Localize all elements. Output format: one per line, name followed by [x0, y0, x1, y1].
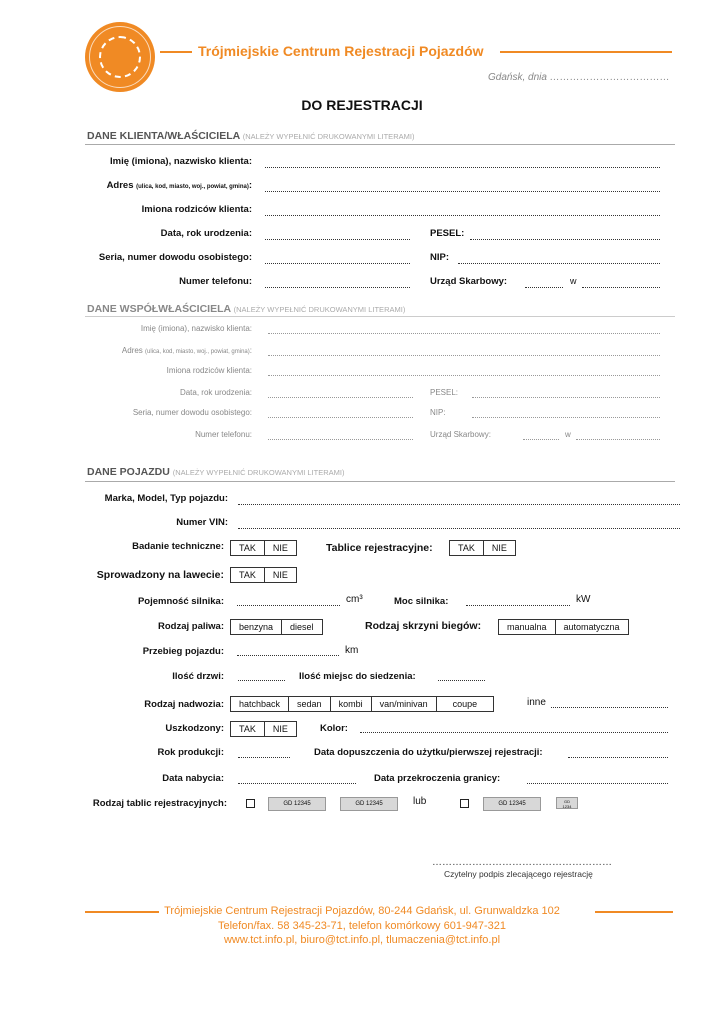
- signature-line[interactable]: ………………………………………………: [432, 857, 612, 868]
- owner-phone-label: Numer telefonu:: [179, 276, 252, 287]
- coowner-section-rule: [85, 316, 675, 317]
- coowner-id-label: Seria, numer dowodu osobistego:: [132, 408, 252, 417]
- damaged-options[interactable]: [230, 721, 297, 737]
- footer-phone: Telefon/fax. 58 345-23-71, telefon komórkowy 601-947-321: [217, 920, 506, 932]
- gearbox-label: Rodzaj skrzyni biegów:: [365, 620, 482, 632]
- coowner-nip-label: NIP:: [430, 408, 446, 417]
- owner-id-label: Seria, numer dowodu osobistego:: [98, 252, 252, 263]
- footer-web: www.tct.info.pl, biuro@tct.info.pl, tlumaczenia@tct.info.pl: [223, 934, 501, 946]
- body-other-field[interactable]: [551, 707, 668, 708]
- coowner-birth-field[interactable]: [268, 397, 413, 398]
- owner-id-field[interactable]: [265, 263, 410, 264]
- coowner-name-field[interactable]: [268, 333, 660, 334]
- border-field[interactable]: [527, 783, 668, 784]
- owner-address-label: Adres (ulica, kod, miasto, woj., powiat, gmina):: [106, 180, 252, 191]
- signature-label: Czytelny podpis zlecającego rejestrację: [444, 869, 593, 879]
- plate-type-standard-checkbox[interactable]: [246, 799, 255, 808]
- owner-name-field[interactable]: [265, 167, 660, 168]
- imported-options[interactable]: [230, 567, 297, 583]
- owner-parents-field[interactable]: [265, 215, 660, 216]
- coowner-section-title: DANE WSPÓŁWŁAŚCICIELA (NALEŻY WYPEŁNIĆ DRUKOWANYMI LITERAMI): [87, 303, 406, 315]
- body-van[interactable]: van/minivan: [371, 697, 436, 711]
- vehicle-section-rule: [85, 481, 675, 482]
- owner-tax-w: w: [570, 276, 577, 286]
- plate-standard-sample-1: GD 12345: [268, 797, 326, 811]
- gearbox-options[interactable]: [498, 619, 629, 635]
- plate-type-label: Rodzaj tablic rejestracyjnych:: [92, 798, 227, 809]
- damaged-no[interactable]: NIE: [264, 722, 296, 736]
- footer-address: Trójmiejskie Centrum Rejestracji Pojazdów, 80-244 Gdańsk, ul. Grunwaldzka 102: [164, 905, 560, 917]
- plates-options[interactable]: [449, 540, 516, 556]
- owner-nip-label: NIP:: [430, 252, 449, 263]
- imported-no[interactable]: NIE: [264, 568, 296, 582]
- coowner-address-label: Adres (ulica, kod, miasto, woj., powiat, gmina):: [121, 346, 252, 355]
- owner-tax-city-field[interactable]: [582, 287, 660, 288]
- body-other-label: inne: [527, 697, 546, 708]
- vin-label: Numer VIN:: [176, 517, 228, 528]
- seats-label: Ilość miejsc do siedzenia:: [299, 671, 416, 682]
- plates-label: Tablice rejestracyjne:: [326, 542, 433, 554]
- owner-birth-field[interactable]: [265, 239, 410, 240]
- coowner-phone-field[interactable]: [268, 439, 413, 440]
- body-hatchback[interactable]: hatchback: [239, 699, 281, 709]
- vehicle-make-field[interactable]: [238, 504, 680, 505]
- mileage-field[interactable]: [237, 655, 339, 656]
- coowner-pesel-label: PESEL:: [430, 388, 459, 397]
- coowner-tax-office-label: Urząd Skarbowy:: [430, 430, 491, 439]
- engine-label: Pojemność silnika:: [137, 596, 224, 607]
- power-unit: kW: [576, 594, 591, 605]
- document-title: DO REJESTRACJI: [301, 97, 423, 113]
- plate-small-sample: GD 1234: [556, 797, 578, 809]
- fuel-diesel[interactable]: diesel: [281, 620, 322, 634]
- fuel-options[interactable]: [230, 619, 323, 635]
- company-logo: [85, 22, 155, 92]
- coowner-parents-field[interactable]: [268, 375, 660, 376]
- body-coupe[interactable]: coupe: [436, 697, 494, 711]
- coowner-tax-w: w: [565, 430, 571, 439]
- color-label: Kolor:: [320, 723, 348, 734]
- engine-field[interactable]: [237, 605, 340, 606]
- fuel-petrol[interactable]: benzyna: [239, 622, 274, 632]
- plates-yes[interactable]: TAK: [458, 543, 475, 553]
- power-label: Moc silnika:: [394, 596, 449, 607]
- year-label: Rok produkcji:: [157, 747, 224, 758]
- inspection-yes[interactable]: TAK: [239, 543, 256, 553]
- purchase-label: Data nabycia:: [162, 773, 224, 784]
- purchase-field[interactable]: [238, 783, 356, 784]
- coowner-name-label: Imię (imiona), nazwisko klienta:: [140, 324, 252, 333]
- plate-standard-sample-2: GD 12345: [340, 797, 398, 811]
- inspection-options[interactable]: [230, 540, 297, 556]
- inspection-label: Badanie techniczne:: [132, 541, 224, 552]
- header-rule-left: [160, 51, 192, 53]
- coowner-id-field[interactable]: [268, 417, 413, 418]
- body-options[interactable]: [230, 696, 494, 712]
- year-field[interactable]: [238, 757, 290, 758]
- coowner-tax-office-field[interactable]: [523, 439, 559, 440]
- header-rule-right: [500, 51, 672, 53]
- vehicle-section-title: DANE POJAZDU (NALEŻY WYPEŁNIĆ DRUKOWANYMI LITERAMI): [87, 466, 345, 478]
- body-kombi[interactable]: kombi: [330, 697, 371, 711]
- owner-tax-office-field[interactable]: [525, 287, 563, 288]
- engine-unit: cm³: [346, 594, 363, 605]
- first-reg-field[interactable]: [568, 757, 668, 758]
- coowner-birth-label: Data, rok urodzenia:: [179, 388, 252, 397]
- owner-nip-field[interactable]: [458, 263, 660, 264]
- imported-label: Sprowadzony na lawecie:: [96, 569, 224, 581]
- company-name: Trójmiejskie Centrum Rejestracji Pojazdów: [198, 43, 484, 59]
- coowner-parents-label: Imiona rodziców klienta:: [166, 366, 252, 375]
- owner-birth-label: Data, rok urodzenia:: [160, 228, 252, 239]
- imported-yes[interactable]: TAK: [239, 570, 256, 580]
- owner-section-title: DANE KLIENTA/WŁAŚCICIELA (NALEŻY WYPEŁNIĆ DRUKOWANYMI LITERAMI): [87, 130, 415, 142]
- fuel-label: Rodzaj paliwa:: [158, 621, 224, 632]
- plate-or-label: lub: [413, 796, 427, 807]
- owner-section-rule: [85, 144, 675, 145]
- vin-field[interactable]: [238, 528, 680, 529]
- seats-field[interactable]: [438, 680, 485, 681]
- coowner-pesel-field[interactable]: [472, 397, 660, 398]
- power-field[interactable]: [466, 605, 570, 606]
- plates-no[interactable]: NIE: [483, 541, 515, 555]
- body-sedan[interactable]: sedan: [288, 697, 330, 711]
- owner-tax-office-label: Urząd Skarbowy:: [430, 276, 508, 287]
- plate-alt-sample: GD 12345: [483, 797, 541, 811]
- owner-phone-field[interactable]: [265, 287, 410, 288]
- plate-type-alt-checkbox[interactable]: [460, 799, 469, 808]
- mileage-label: Przebieg pojazdu:: [142, 646, 224, 657]
- owner-pesel-label: PESEL:: [430, 228, 465, 239]
- mileage-unit: km: [345, 645, 359, 656]
- inspection-no[interactable]: NIE: [264, 541, 296, 555]
- border-label: Data przekroczenia granicy:: [374, 773, 501, 784]
- coowner-tax-city-field[interactable]: [576, 439, 660, 440]
- owner-name-label: Imię (imiona), nazwisko klienta:: [109, 156, 252, 167]
- color-field[interactable]: [360, 732, 668, 733]
- owner-pesel-field[interactable]: [470, 239, 660, 240]
- date-line: Gdańsk, dnia ………………………………: [488, 72, 670, 83]
- coowner-nip-field[interactable]: [472, 417, 660, 418]
- owner-parents-label: Imiona rodziców klienta:: [141, 204, 252, 215]
- damaged-yes[interactable]: TAK: [239, 724, 256, 734]
- first-reg-label: Data dopuszczenia do użytku/pierwszej rejestracji:: [314, 747, 543, 758]
- doors-label: Ilość drzwi:: [172, 671, 224, 682]
- doors-field[interactable]: [238, 680, 285, 681]
- gearbox-manual[interactable]: manualna: [507, 622, 547, 632]
- coowner-address-field[interactable]: [268, 355, 660, 356]
- body-label: Rodzaj nadwozia:: [144, 699, 224, 710]
- coowner-phone-label: Numer telefonu:: [195, 430, 252, 439]
- gearbox-auto[interactable]: automatyczna: [555, 620, 628, 634]
- owner-address-field[interactable]: [265, 191, 660, 192]
- vehicle-make-label: Marka, Model, Typ pojazdu:: [104, 493, 228, 504]
- damaged-label: Uszkodzony:: [165, 723, 224, 734]
